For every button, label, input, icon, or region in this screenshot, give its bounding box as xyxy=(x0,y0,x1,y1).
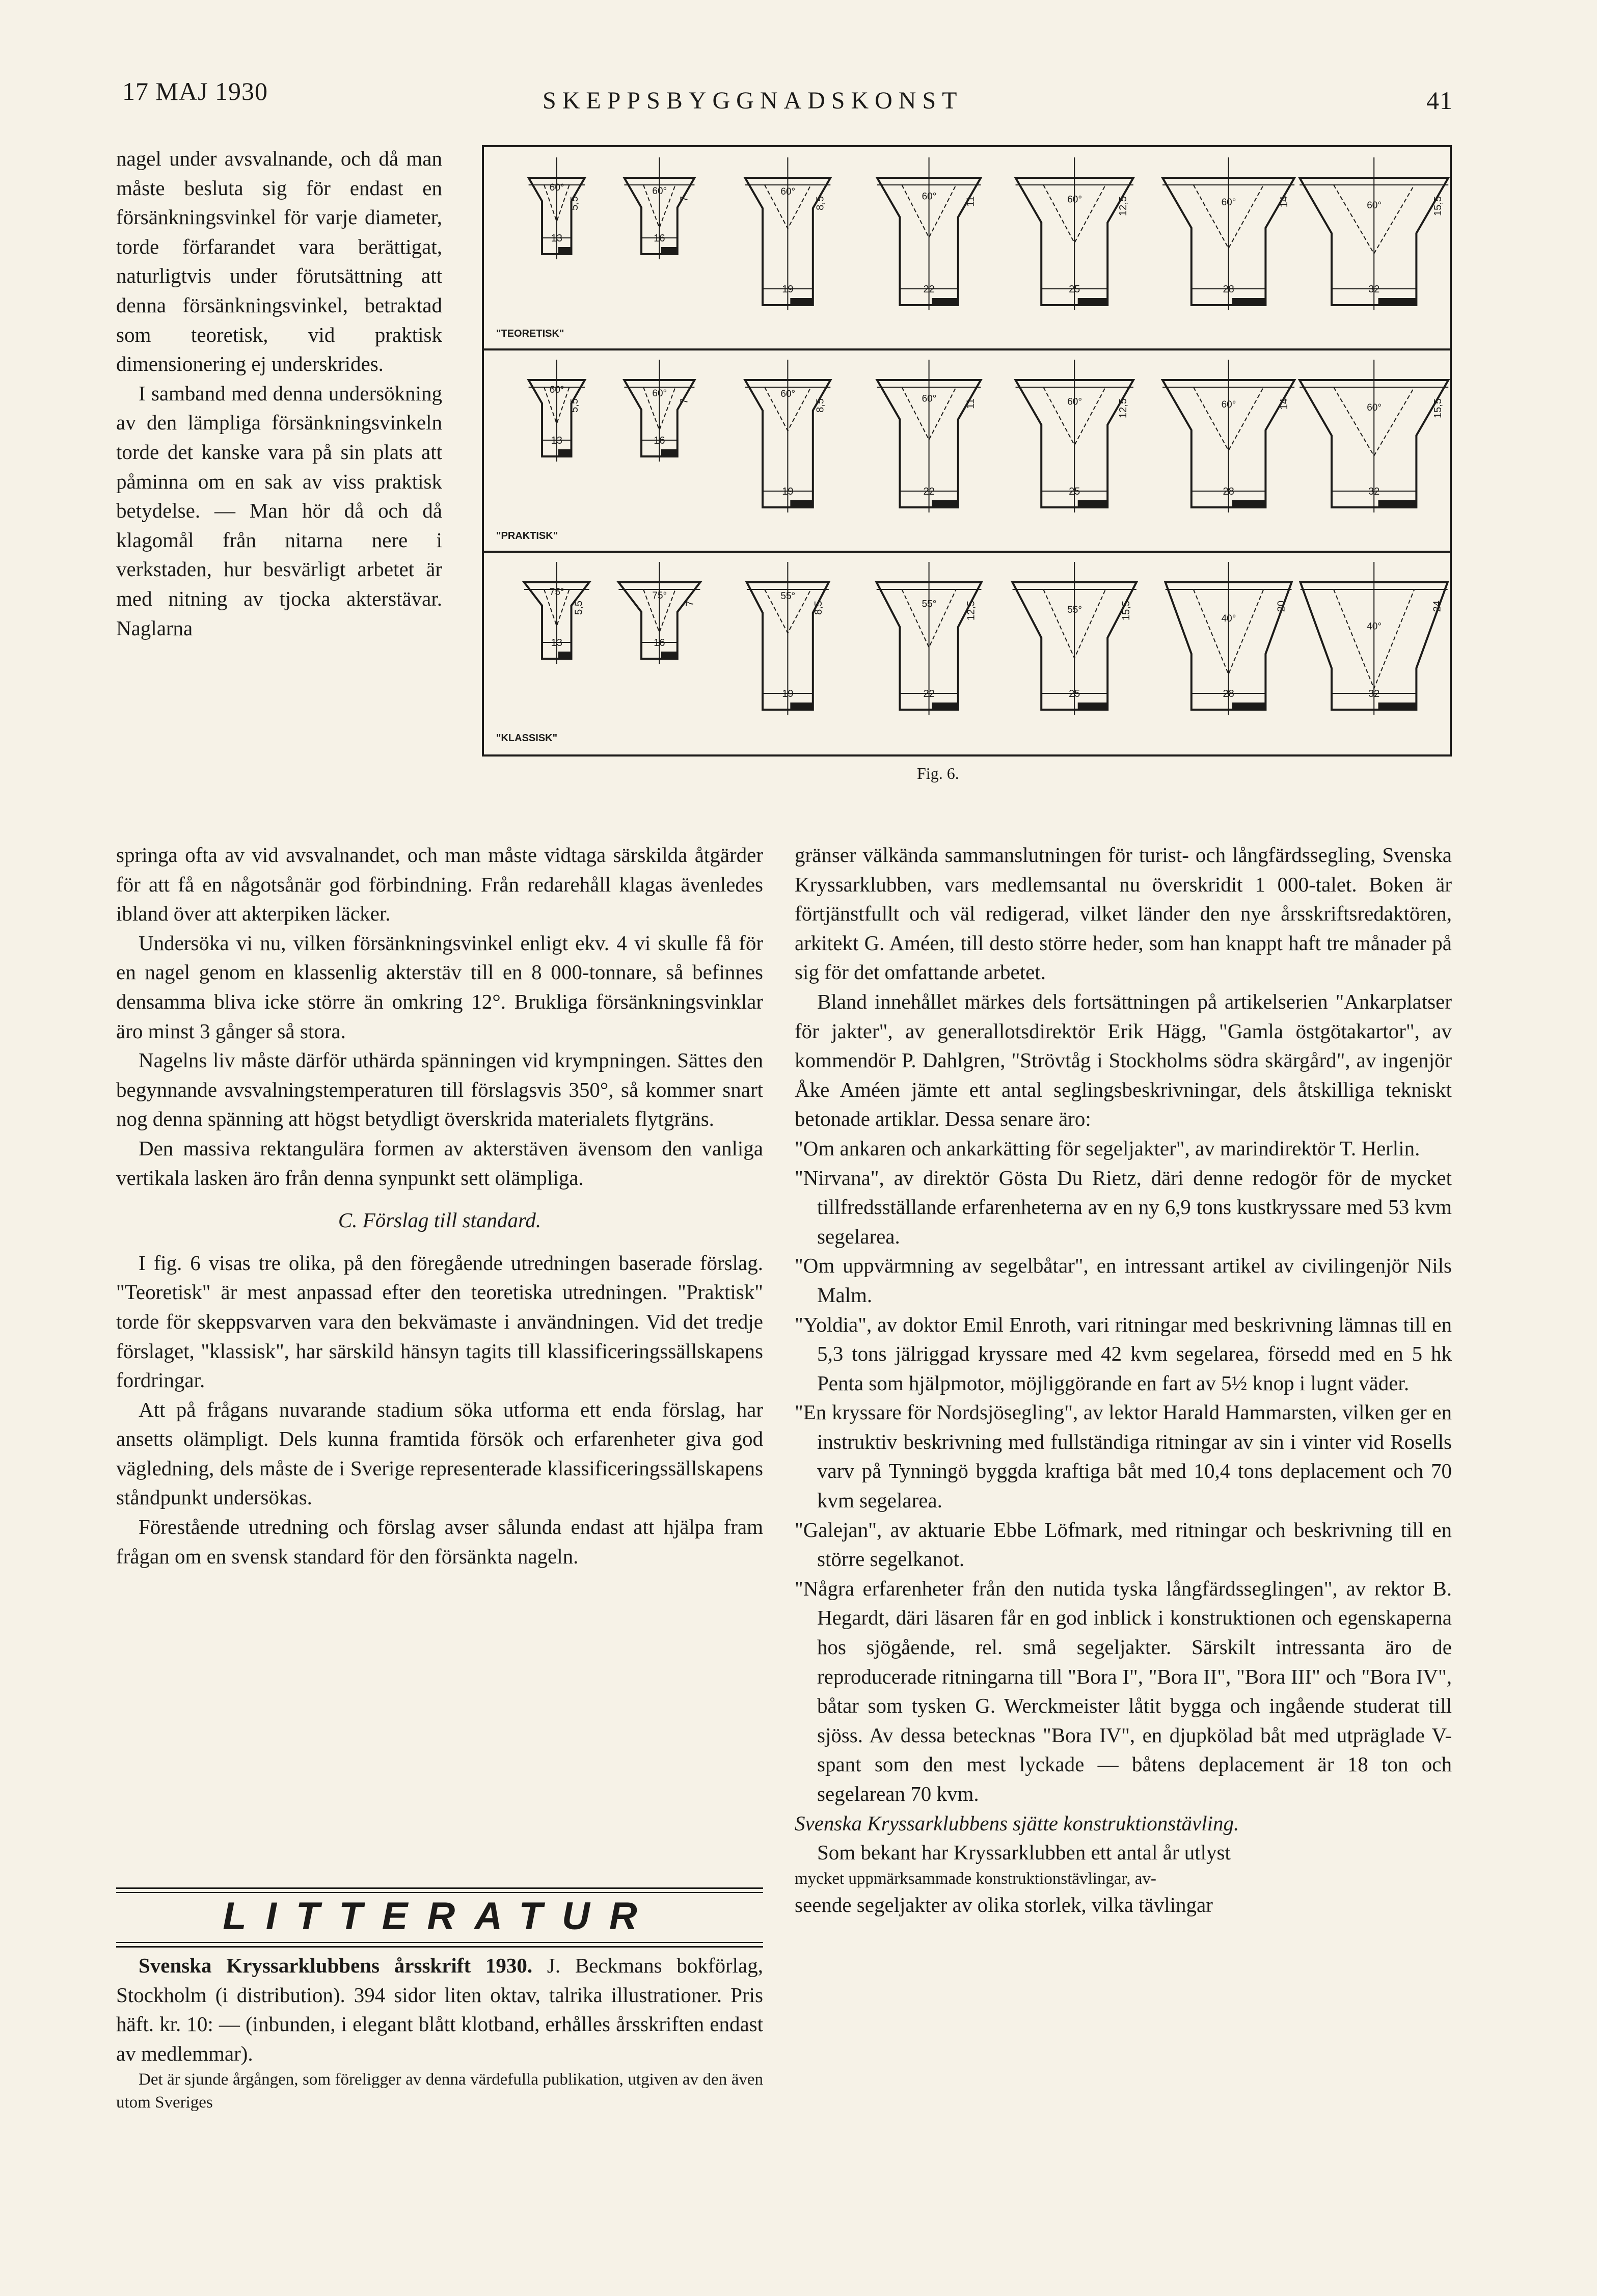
paragraph: gränser välkända sammanslutningen för turist- och långfärdssegling, Svenska Kryssarklubben, vars medlemsantal nu överskridit 1 000-talet. Boken är förtjänstfullt och väl redigerad, vilket länder den nye årsskriftsredaktören, arkitekt G. Améen, till desto större heder, som han knappt haft tre månader på sig för det omfattande arbetet. xyxy=(795,843,1452,984)
rivet-hatch xyxy=(661,652,678,659)
paragraph: Att på frågans nuvarande stadium söka utforma ett enda förslag, har ansetts olämpligt. Dels kunna framtida försök och erfarenheter giva god vägledning, dels måste de i Sverige representerade klassificeringssällskapens ståndpunkt undersökas. xyxy=(116,1397,763,1509)
rivet-length-label: 15,5 xyxy=(1432,398,1444,418)
rivet-angle-label: 60° xyxy=(652,388,667,399)
rivet-length-label: 8,5 xyxy=(815,196,826,210)
rivet-diameter-label: 25 xyxy=(1069,486,1080,497)
rivet-hatch xyxy=(1078,500,1108,507)
rivet-angle-label: 60° xyxy=(652,186,667,197)
row-label: "PRAKTISK" xyxy=(496,530,558,542)
row-label: "KLASSISK" xyxy=(496,733,558,744)
rivet-angle-label: 40° xyxy=(1221,613,1236,625)
left-column-narrow xyxy=(116,144,442,643)
review-block xyxy=(116,1951,763,2114)
paragraph: nagel under avsvalnande, och då man måste besluta sig för endast en försänkningsvinkel för varje diameter, torde förfarandet vara berättigat, naturligtvis under förutsättning att denna försänkningsvinkel, betraktad som teoretisk, vid praktisk dimensionering ej underskrides. xyxy=(116,147,442,376)
divider xyxy=(116,1887,763,1889)
rivet-length-label: 5,5 xyxy=(569,398,580,413)
row-label: "TEORETISK" xyxy=(496,328,564,339)
paragraph: Bland innehållet märkes dels fortsättningen på artikelserien "Ankarplatser för jakter", av generallotsdirektör Erik Hägg, "Gamla östgötakartor", av kommendör P. Dahlgren, "Strövtåg i Stockholms södra skärgård", av ingenjör Åke Améen jämte ett antal seglingsbeskrivningar, dels åtskilliga tekniskt betonade artiklar. Dessa senare äro: xyxy=(795,989,1452,1131)
rivet-angle-label: 55° xyxy=(922,599,937,610)
rivet-diameter-label: 32 xyxy=(1368,688,1380,699)
rivet-diameter-label: 22 xyxy=(923,284,935,295)
right-column xyxy=(795,841,1452,1920)
rivet-hatch xyxy=(790,500,813,507)
rivet-hatch xyxy=(661,247,678,254)
rivet-hatch xyxy=(1378,500,1417,507)
rivet-hatch xyxy=(558,652,572,659)
rivet-angle-label: 75° xyxy=(652,590,667,602)
article-item: "Yoldia", av doktor Emil Enroth, vari ritningar med beskrivning lämnas till en 5,3 tons jälriggad kryssare med 42 kvm segelarea, försedd med en 5 hk Penta som hjälpmotor, möjliggörande en fart av 5½ knop i lugnt väder. xyxy=(795,1312,1452,1395)
rivet-length-label: 5,5 xyxy=(569,196,580,210)
rivet-hatch xyxy=(932,298,958,305)
review-title: Svenska Kryssarklubbens årsskrift 1930. xyxy=(139,1954,533,1977)
rivet-diameter-label: 32 xyxy=(1368,284,1380,295)
rivet-length-label: 8,5 xyxy=(815,398,826,413)
rivet-hatch xyxy=(661,449,678,456)
rivet-diameter-label: 13 xyxy=(551,435,562,446)
rivet-angle-label: 55° xyxy=(1067,604,1082,615)
rivet-length-label: 7 xyxy=(679,196,690,202)
rivet-diameter-label: 22 xyxy=(923,486,935,497)
paragraph: Förestående utredning och förslag avser sålunda endast att hjälpa fram frågan om en svensk standard för den försänkta nageln. xyxy=(116,1515,763,1568)
rivet-hatch xyxy=(558,247,572,254)
paragraph: Den massiva rektangulära formen av akterstäven ävensom den vanliga vertikala lasken äro från denna synpunkt sett olämpliga. xyxy=(116,1136,763,1190)
paragraph: I samband med denna undersökning av den lämpliga försänkningsvinkeln torde det kanske vara på sin plats att påminna om en sak av viss praktisk betydelse. — Man hör då och då klagomål från nitarna nere i verkstaden, hur besvärligt arbetet är med nitning av tjocka akterstävar. Naglarna xyxy=(116,381,442,640)
rivet-hatch xyxy=(1232,500,1266,507)
paragraph: I fig. 6 visas tre olika, på den föregående utredningen baserade förslag. "Teoretisk" är mest anpassad efter den teoretiska utredningen. "Praktisk" torde för skeppsvarven vara den bekvämaste i användningen. Vid det tredje förslaget, "klassisk", har särskild hänsyn tagits till klassificeringssällskapens fordringar. xyxy=(116,1251,763,1392)
review-text: J. Beckmans bokförlag, Stockholm (i distribution). 394 sidor liten oktav, talrika illustrationer. Pris häft. kr. 10: — (inbunden, i elegant blått klotband, erhålles årsskriften endast av medlemmar). xyxy=(116,1954,764,2065)
rivet-hatch xyxy=(1078,703,1108,710)
rivet-hatch xyxy=(1078,298,1108,305)
article-item: "Om ankaren och ankarkätting för segeljakter", av marindirektör T. Herlin. xyxy=(795,1136,1420,1160)
rivet-length-label: 14 xyxy=(1279,196,1290,208)
rivet-length-label: 12,5 xyxy=(1117,196,1129,216)
left-column xyxy=(116,841,763,1571)
review-text-small: Det är sjunde årgången, som föreligger av denna värdefulla publikation, utgiven av den även utom Sveriges xyxy=(116,2070,763,2112)
paragraph: Nagelns liv måste därför uthärda spänningen vid krympningen. Sättes den begynnande avsvalningstemperaturen till förslagsvis 350°, så kommer snart nog denna spänning att högst betydligt överskrida materialets flytgräns. xyxy=(116,1048,763,1131)
rivet-angle-label: 60° xyxy=(780,186,796,197)
paragraph-small: mycket uppmärksammade konstruktionstävlingar, av- xyxy=(795,1869,1156,1888)
rivet-length-label: 12,5 xyxy=(965,601,977,620)
paragraph: Som bekant har Kryssarklubben ett antal år utlyst xyxy=(817,1841,1231,1865)
rivet-hatch xyxy=(932,703,958,710)
rivet-angle-label: 60° xyxy=(1367,200,1382,211)
figure-caption: Fig. 6. xyxy=(917,764,959,782)
rivet-length-label: 24 xyxy=(1431,601,1443,612)
rivet-diameter-label: 13 xyxy=(551,233,562,244)
divider xyxy=(116,1942,763,1943)
rivet-length-label: 7 xyxy=(684,601,696,607)
rivet-length-label: 11 xyxy=(965,196,977,207)
rivet-angle-label: 60° xyxy=(1367,402,1382,413)
section-heading: C. Förslag till standard. xyxy=(338,1208,542,1232)
rivet-diameter-label: 22 xyxy=(923,688,935,699)
rivet-diagram xyxy=(484,147,1450,754)
page-number: 41 xyxy=(1426,86,1453,115)
rivet-hatch xyxy=(790,298,813,305)
rivet-angle-label: 60° xyxy=(1067,396,1082,408)
subheading: Svenska Kryssarklubbens sjätte konstruktionstävling. xyxy=(795,1811,1239,1835)
divider xyxy=(116,1946,763,1948)
rivet-length-label: 8,5 xyxy=(813,601,824,615)
rivet-angle-label: 60° xyxy=(1221,399,1236,411)
rivet-hatch xyxy=(1378,703,1417,710)
rivet-angle-label: 60° xyxy=(922,191,937,202)
rivet-angle-label: 60° xyxy=(1221,197,1236,208)
page-date: 17 MAJ 1930 xyxy=(122,77,268,105)
rivet-diameter-label: 13 xyxy=(551,637,562,649)
article-item: "Några erfarenheter från den nutida tyska långfärdsseglingen", av rektor B. Hegardt, däri läsaren får en god inblick i konstruktionen och egenskaperna hos sjögående, rel. små segeljakter. Särskilt intressanta äro de reproducerade ritningarna till "Bora I", "Bora II", "Bora III" och "Bora IV", båtar som tysken G. Werckmeister låtit bygga och ingående studerat till sjöss. Av dessa betecknas "Bora IV", en djupkölad båt med utpräglade V-spant som den mest lyckade — båtens deplacement är 18 ton och segelarean 70 kvm. xyxy=(795,1576,1452,1805)
rivet-length-label: 11 xyxy=(965,398,977,409)
rivet-angle-label: 60° xyxy=(1067,194,1082,205)
rivet-angle-label: 60° xyxy=(549,182,564,194)
rivet-diameter-label: 16 xyxy=(654,637,665,649)
article-item: "Om uppvärmning av segelbåtar", en intressant artikel av civilingenjör Nils Malm. xyxy=(795,1254,1452,1307)
section-title-litteratur: LITTERATUR xyxy=(223,1895,657,1938)
rivet-angle-label: 60° xyxy=(922,393,937,404)
rivet-angle-label: 60° xyxy=(780,388,796,399)
paragraph: Undersöka vi nu, vilken försänkningsvinkel enligt ekv. 4 vi skulle få för en nagel genom en klassenlig akterstäv till en 8 000-tonnare, så befinnes densamma bliva icke större än omkring 12°. Brukliga försänkningsvinklar äro minst 3 gånger så stora. xyxy=(116,931,763,1043)
rivet-diameter-label: 25 xyxy=(1069,284,1080,295)
article-item: "Nirvana", av direktör Gösta Du Rietz, däri denne redogör för de mycket tillfredsställande erfarenheterna av en ny 6,9 tons kustkryssare med 53 kvm segelarea. xyxy=(795,1166,1452,1248)
article-item: "En kryssare för Nordsjösegling", av lektor Harald Hammarsten, vilken ger en instruktiv beskrivning med fullständiga ritningar av sin i vinter vid Rosells varv på Tynningö byggda kraftiga båt med 10,4 tons deplacement och 70 kvm segelarea. xyxy=(795,1400,1452,1512)
rivet-diameter-label: 16 xyxy=(654,233,665,244)
rivet-hatch xyxy=(1232,703,1266,710)
divider xyxy=(116,1892,763,1893)
paragraph: springa ofta av vid avsvalnandet, och man måste vidtaga särskilda åtgärder för att få en någotsånär god förbindning. Från redarehåll klagas ävenledes ibland över att akterpiken läcker. xyxy=(116,843,763,926)
rivet-diameter-label: 25 xyxy=(1069,688,1080,699)
rivet-angle-label: 60° xyxy=(549,385,564,396)
rivet-length-label: 7 xyxy=(679,398,690,404)
rivet-angle-label: 55° xyxy=(780,590,796,602)
rivet-diameter-label: 16 xyxy=(654,435,665,446)
article-item: "Galejan", av aktuarie Ebbe Löfmark, med ritningar och beskrivning till en större segelkanot. xyxy=(795,1518,1452,1571)
rivet-diameter-label: 19 xyxy=(782,486,794,497)
rivet-diameter-label: 19 xyxy=(782,688,794,699)
rivet-diameter-label: 28 xyxy=(1223,284,1234,295)
paragraph: seende segeljakter av olika storlek, vilka tävlingar xyxy=(795,1893,1213,1916)
figure-6 xyxy=(482,145,1452,757)
rivet-angle-label: 75° xyxy=(549,587,564,598)
rivet-hatch xyxy=(932,500,958,507)
rivet-length-label: 14 xyxy=(1279,398,1290,410)
rivet-diameter-label: 32 xyxy=(1368,486,1380,497)
rivet-diameter-label: 28 xyxy=(1223,486,1234,497)
rivet-hatch xyxy=(1378,298,1417,305)
rivet-diameter-label: 19 xyxy=(782,284,794,295)
rivet-hatch xyxy=(790,703,813,710)
rivet-angle-label: 40° xyxy=(1367,621,1382,632)
rivet-length-label: 5,5 xyxy=(573,601,585,615)
running-head: SKEPPSBYGGNADSKONST xyxy=(543,87,963,114)
rivet-hatch xyxy=(558,449,572,456)
rivet-length-label: 12,5 xyxy=(1117,398,1129,418)
rivet-length-label: 15,5 xyxy=(1120,601,1132,620)
rivet-diameter-label: 28 xyxy=(1223,688,1234,699)
rivet-length-label: 20 xyxy=(1276,601,1287,612)
rivet-length-label: 15,5 xyxy=(1432,196,1444,216)
rivet-hatch xyxy=(1232,298,1266,305)
